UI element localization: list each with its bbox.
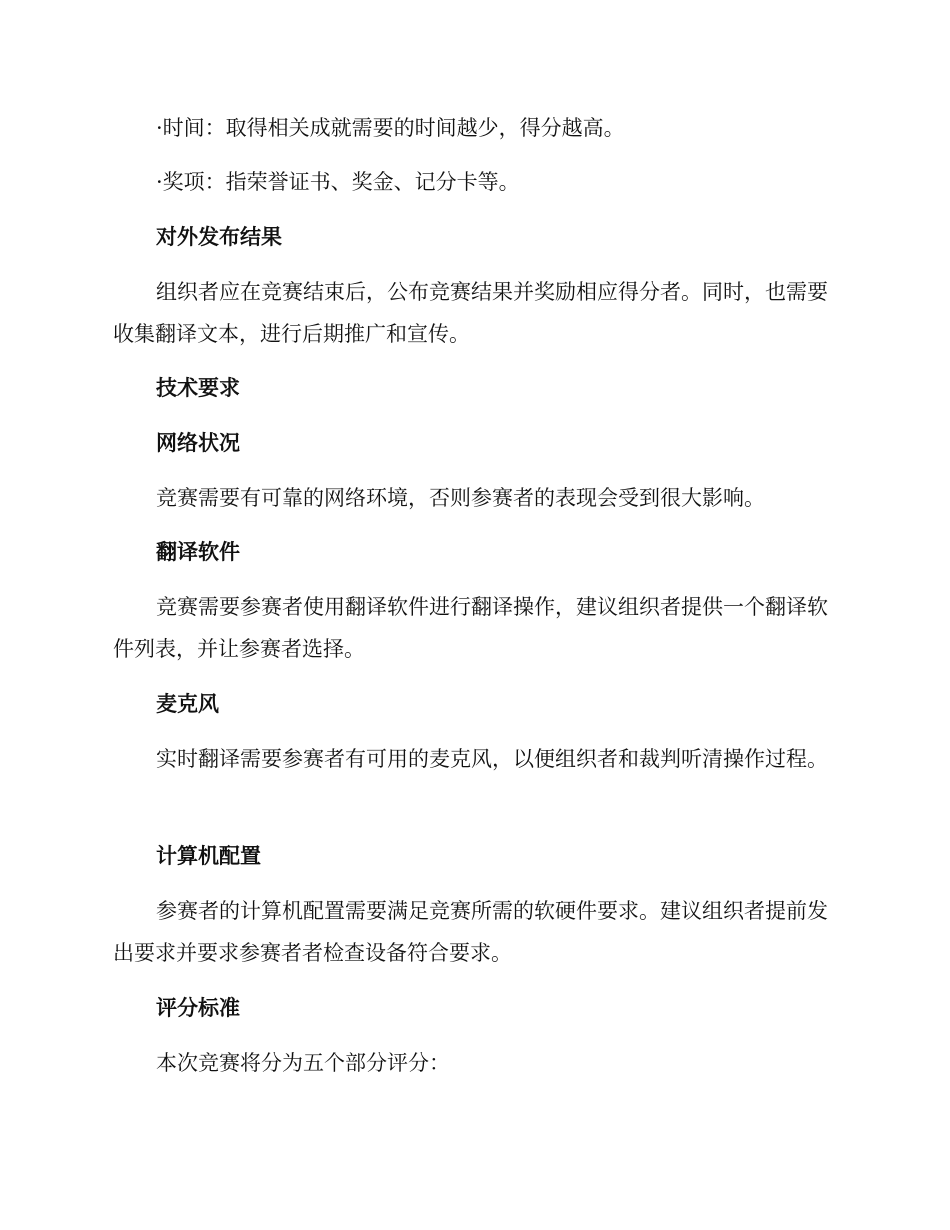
heading-publish-results: 对外发布结果 (156, 225, 282, 249)
heading-technical-requirements: 技术要求 (156, 376, 240, 400)
heading-microphone: 麦克风 (156, 692, 219, 716)
bullet-time: ·时间：取得相关成就需要的时间越少，得分越高。 (156, 116, 625, 140)
heading-translation-software: 翻译软件 (156, 540, 240, 564)
paragraph-computer-config: 参赛者的计算机配置需要满足竞赛所需的软硬件要求。建议组织者提前发出要求并要求参赛者者检查设备符合要求。 (113, 899, 828, 965)
heading-scoring: 评分标准 (156, 996, 240, 1020)
paragraph-publish-results: 组织者应在竞赛结束后，公布竞赛结果并奖励相应得分者。同时，也需要收集翻译文本，进行后期推广和宣传。 (113, 280, 828, 346)
heading-computer-config: 计算机配置 (156, 844, 261, 868)
bullet-award: ·奖项：指荣誉证书、奖金、记分卡等。 (156, 170, 520, 194)
paragraph-microphone: 实时翻译需要参赛者有可用的麦克风，以便组织者和裁判听清操作过程。 (156, 747, 828, 771)
paragraph-translation-software: 竞赛需要参赛者使用翻译软件进行翻译操作，建议组织者提供一个翻译软件列表，并让参赛者选择。 (113, 595, 828, 661)
paragraph-scoring: 本次竞赛将分为五个部分评分： (156, 1051, 450, 1075)
heading-network: 网络状况 (156, 431, 240, 455)
paragraph-network: 竞赛需要有可靠的网络环境，否则参赛者的表现会受到很大影响。 (156, 486, 765, 510)
